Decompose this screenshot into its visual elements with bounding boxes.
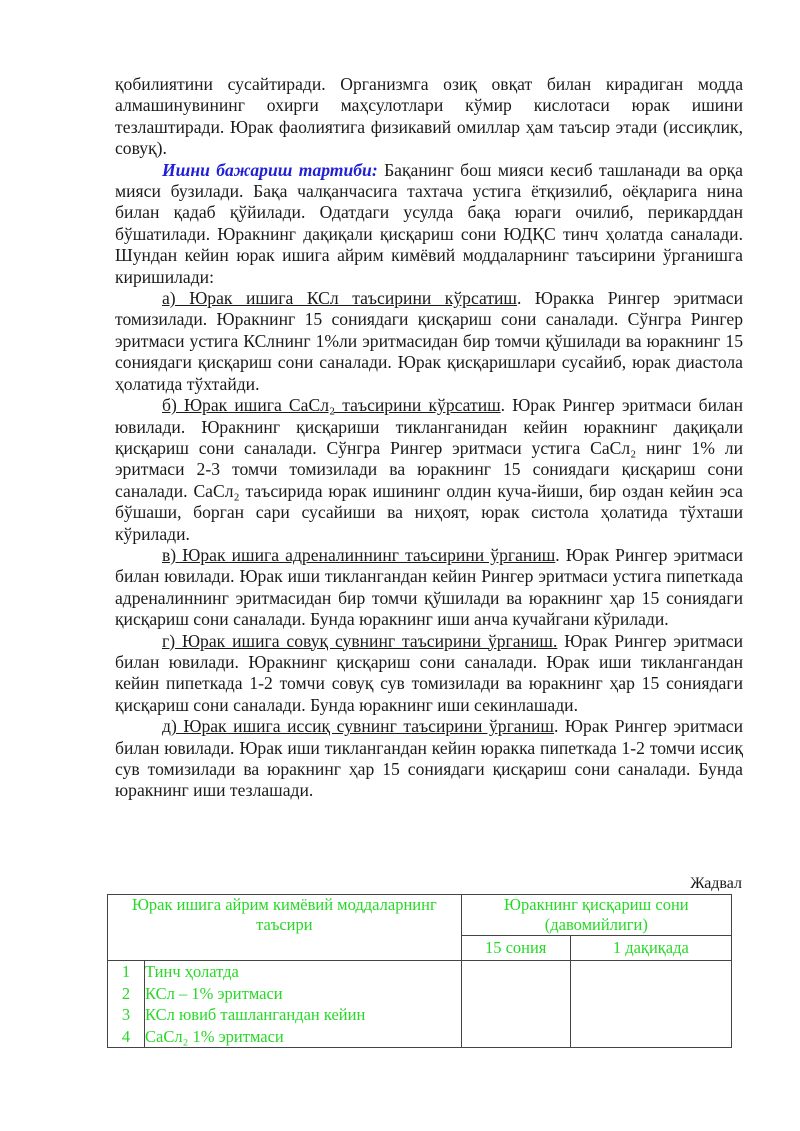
paragraph-procedure bbox=[115, 160, 743, 288]
paragraph-b bbox=[115, 395, 743, 545]
section-a-heading: а) Юрак ишига КСл таъсирини кўрсатиш bbox=[162, 288, 517, 309]
table-subheader-1min: 1 дақиқада bbox=[570, 936, 731, 961]
row-number: 3 bbox=[121, 1005, 131, 1025]
table-row: СаСл₂ 1% эритмаси bbox=[145, 1026, 284, 1046]
section-v-heading: в) Юрак ишига адреналиннинг таъсирини ўрганиш bbox=[162, 544, 556, 565]
row-number: 2 bbox=[121, 983, 131, 1003]
table-header-count: Юракнинг қисқариш сони (давомийлиги) bbox=[461, 895, 731, 936]
section-a-text: . Юракка Рингер эритмаси томизилади. Юракнинг 15 сониядаги қисқариш сони саналади. Сўнгра Рингер эритмаси устига КСлнинг 1%ли эритмасидан бир томчи қўшилади ва юракнинг 15 сониядаги қисқариш сони саналади. Юрак қисқаришлари сусайиб, юрак диастола ҳолатида тўхтайди. bbox=[115, 288, 743, 394]
table-row-numbers bbox=[108, 961, 145, 1048]
table-cell-15s-values bbox=[461, 961, 570, 1048]
section-b-text: . Юрак Рингер эритмаси билан ювилади. Юракнинг қисқариши тикланганидан кейин юракнинг дақиқали қисқариш сони саналади. Сўнгра Рингер эритмаси устига СаСл₂ нинг 1% ли эритмаси 2-3 томчи томизилади ва юракнинг 15 сониядаги қисқариш сони саналади. СаСл₂ таъсирида юрак ишининг олдин куча-йиши, бир оздан кейин эса бўшаши, борган сари сусайиши ва ниҳоят, юрак систола ҳолатида тўхташи кўрилади. bbox=[115, 395, 743, 544]
paragraph-intro: қобилиятини сусайтиради. Организмга озиқ овқат билан кирадиган модда алмашинувининг охирги маҳсулотлари кўмир кислотаси юрак ишини тезлаштиради. Юрак фаолиятига физикавий омиллар ҳам таъсир этади (иссиқлик, совуқ). bbox=[115, 74, 743, 159]
table-header-substance: Юрак ишига айрим кимёвий моддаларнинг таъсири bbox=[108, 895, 462, 961]
results-table bbox=[107, 894, 732, 1048]
table-row: КСл – 1% эритмаси bbox=[145, 983, 283, 1003]
section-d-text: . Юрак Рингер эритмаси билан ювилади. Юрак иши тиклангандан кейин юракка пипеткада 1-2 томчи иссиқ сув томизилади ва юракнинг ҳар 15 сониядаги қисқариш сони саналади. Бунда юракнинг иши тезлашади. bbox=[115, 716, 743, 801]
row-number: 4 bbox=[121, 1026, 131, 1046]
section-d-heading: д) Юрак ишига иссиқ сувнинг таъсирини ўрганиш bbox=[162, 716, 554, 737]
procedure-heading: Ишни бажариш тартиби: bbox=[162, 159, 378, 180]
paragraph-a bbox=[115, 288, 743, 395]
paragraph-g bbox=[115, 631, 743, 717]
document-body bbox=[115, 74, 743, 802]
table-row: Тинч ҳолатда bbox=[145, 962, 239, 981]
section-g-heading: г) Юрак ишига совуқ сувнинг таъсирини ўрганиш. bbox=[162, 630, 558, 651]
section-b-heading: б) Юрак ишига СаСл₂ таъсирини кўрсатиш bbox=[162, 395, 501, 416]
paragraph-v bbox=[115, 545, 743, 631]
paragraph-d bbox=[115, 716, 743, 802]
section-v-text: . Юрак Рингер эритмаси билан ювилади. Юрак иши тиклангандан кейин Рингер эритмаси устига пипеткада адреналиннинг эритмасидан бир томчи қўшилади ва юракнинг ҳар 15 сониядаги қисқариш сони саналади. Бунда юракнинг иши анча кучайгани кўрилади. bbox=[115, 544, 743, 630]
table-row: КСл ювиб ташлангандан кейин bbox=[145, 1005, 366, 1025]
table-row-items bbox=[145, 961, 462, 1048]
procedure-text: Бақанинг бош мияси кесиб ташланади ва орқа мияси бузилади. Бақа чалқанчасига тахтача устига ётқизилиб, оёқларига нина билан қадаб қўйилади. Одатдаги усулда бақа юраги очилиб, перикарддан бўшатилади. Юракнинг дақиқали қисқариш сони ЮДҚС тинч ҳолатда саналади. Шундан кейин юрак ишига айрим кимёвий моддаларнинг таъсирини ўрганишга киришилади: bbox=[115, 159, 743, 287]
table-caption: Жадвал bbox=[690, 875, 742, 892]
table-subheader-15s: 15 сония bbox=[461, 936, 570, 961]
section-g-text: Юрак Рингер эритмаси билан ювилади. Юракнинг қисқариш сони саналади. Юрак иши тиклангандан кейин пипеткада 1-2 томчи совуқ сув томизилади ва юракнинг ҳар 15 сониядаги қисқариш сони саналади. Бунда юракнинг иши секинлашади. bbox=[115, 630, 743, 715]
table-cell-1min-values bbox=[570, 961, 731, 1048]
row-number: 1 bbox=[121, 962, 131, 981]
